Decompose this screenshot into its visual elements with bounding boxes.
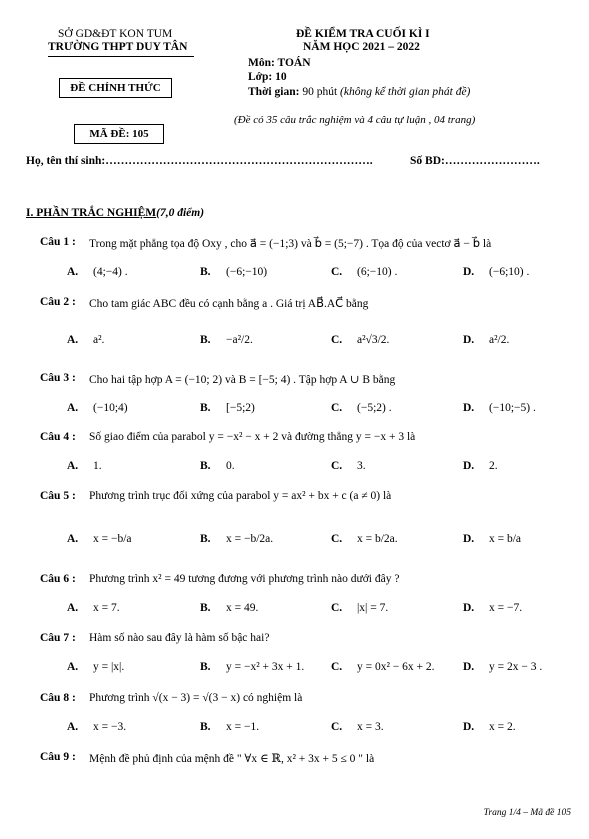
option-d: D. (−6;10) . xyxy=(463,266,530,278)
option-b: B. 0. xyxy=(200,460,235,472)
option-a: A. a². xyxy=(67,334,105,346)
question-label: Câu 2 : xyxy=(40,296,76,308)
student-name-field: Họ, tên thí sinh:……………………………………………………………. xyxy=(26,155,373,167)
question-label: Câu 1 : xyxy=(40,236,76,248)
option-a: A. x = −3. xyxy=(67,721,127,733)
question-text: Phương trình √(x − 3) = √(3 − x) có nghiệm là xyxy=(89,692,303,704)
option-d: D. 2. xyxy=(463,460,498,472)
option-b: B. x = −1. xyxy=(200,721,260,733)
dept-name: SỞ GD&ĐT KON TUM xyxy=(58,28,173,40)
question-text: Trong mặt phẳng tọa độ Oxy , cho a⃗ = (−1;3) và b⃗ = (5;−7) . Tọa độ của vectơ a⃗ − b⃗ là xyxy=(89,238,492,250)
section-title-text: I. PHẦN TRẮC NGHIỆM xyxy=(26,207,157,219)
option-a: A. (4;−4) . xyxy=(67,266,128,278)
option-a: A. y = |x|. xyxy=(67,661,125,673)
section-points: (7,0 điểm) xyxy=(156,207,205,219)
subject: Môn: TOÁN xyxy=(248,57,311,69)
option-d: D. a²/2. xyxy=(463,334,510,346)
option-b: B. x = 49. xyxy=(200,602,259,614)
option-a: A. 1. xyxy=(67,460,102,472)
page-footer: Trang 1/4 – Mã đề 105 xyxy=(483,808,571,818)
option-d: D. x = −7. xyxy=(463,602,523,614)
school-underline xyxy=(48,56,194,57)
school-name: TRƯỜNG THPT DUY TÂN xyxy=(48,41,188,53)
option-c: C. |x| = 7. xyxy=(331,602,389,614)
time-line xyxy=(248,86,470,98)
option-a: A. (−10;4) xyxy=(67,402,128,414)
option-c: C. (6;−10) . xyxy=(331,266,398,278)
option-d: D. (−10;−5) . xyxy=(463,402,536,414)
question-text: Số giao điểm của parabol y = −x² − x + 2 và đường thẳng y = −x + 3 là xyxy=(89,431,416,443)
time-label: Thời gian: xyxy=(248,86,300,98)
question-label: Câu 4 : xyxy=(40,431,76,443)
question-label: Câu 3 : xyxy=(40,372,76,384)
question-label: Câu 7 : xyxy=(40,632,76,644)
option-b: B. x = −b/2a. xyxy=(200,533,274,545)
option-c: C. a²√3/2. xyxy=(331,334,390,346)
section-title xyxy=(26,207,204,219)
question-text: Cho tam giác ABC đều có cạnh bằng a . Giá trị AB⃗.AC⃗ bằng xyxy=(89,298,369,310)
time-note: (không kể thời gian phát đề) xyxy=(340,86,471,98)
question-text: Cho hai tập hợp A = (−10; 2) và B = [−5; 4) . Tập hợp A ∪ B bằng xyxy=(89,374,396,386)
option-b: B. (−6;−10) xyxy=(200,266,268,278)
time-value: 90 phút xyxy=(299,86,341,98)
exam-note: (Đề có 35 câu trắc nghiệm và 4 câu tự luận , 04 trang) xyxy=(234,114,476,126)
option-b: B. y = −x² + 3x + 1. xyxy=(200,661,305,673)
question-text: Phương trình trục đối xứng của parabol y = ax² + bx + c (a ≠ 0) là xyxy=(89,490,392,502)
question-label: Câu 8 : xyxy=(40,692,76,704)
option-b: B. [−5;2) xyxy=(200,402,255,414)
option-c: C. x = b/2a. xyxy=(331,533,398,545)
option-a: A. x = −b/a xyxy=(67,533,132,545)
student-number-field: Số BD:……………………. xyxy=(410,155,540,167)
official-label: ĐỀ CHÍNH THỨC xyxy=(59,78,172,98)
option-d: D. x = b/a xyxy=(463,533,522,545)
question-label: Câu 5 : xyxy=(40,490,76,502)
grade: Lớp: 10 xyxy=(248,71,287,83)
exam-code: MÃ ĐỀ: 105 xyxy=(74,124,164,144)
option-a: A. x = 7. xyxy=(67,602,120,614)
question-label: Câu 9 : xyxy=(40,751,76,763)
question-text: Mệnh đề phủ định của mệnh đề " ∀x ∈ ℝ, x² + 3x + 5 ≤ 0 " là xyxy=(89,753,375,765)
option-b: B. −a²/2. xyxy=(200,334,253,346)
option-c: C. (−5;2) . xyxy=(331,402,392,414)
exam-title: ĐỀ KIỂM TRA CUỐI KÌ I xyxy=(296,28,430,40)
option-d: D. x = 2. xyxy=(463,721,516,733)
option-c: C. x = 3. xyxy=(331,721,384,733)
option-d: D. y = 2x − 3 . xyxy=(463,661,543,673)
question-text: Hàm số nào sau đây là hàm số bậc hai? xyxy=(89,632,270,644)
option-c: C. 3. xyxy=(331,460,366,472)
school-year: NĂM HỌC 2021 – 2022 xyxy=(303,41,420,53)
question-text: Phương trình x² = 49 tương đương với phương trình nào dưới đây ? xyxy=(89,573,400,585)
option-c: C. y = 0x² − 6x + 2. xyxy=(331,661,435,673)
question-label: Câu 6 : xyxy=(40,573,76,585)
